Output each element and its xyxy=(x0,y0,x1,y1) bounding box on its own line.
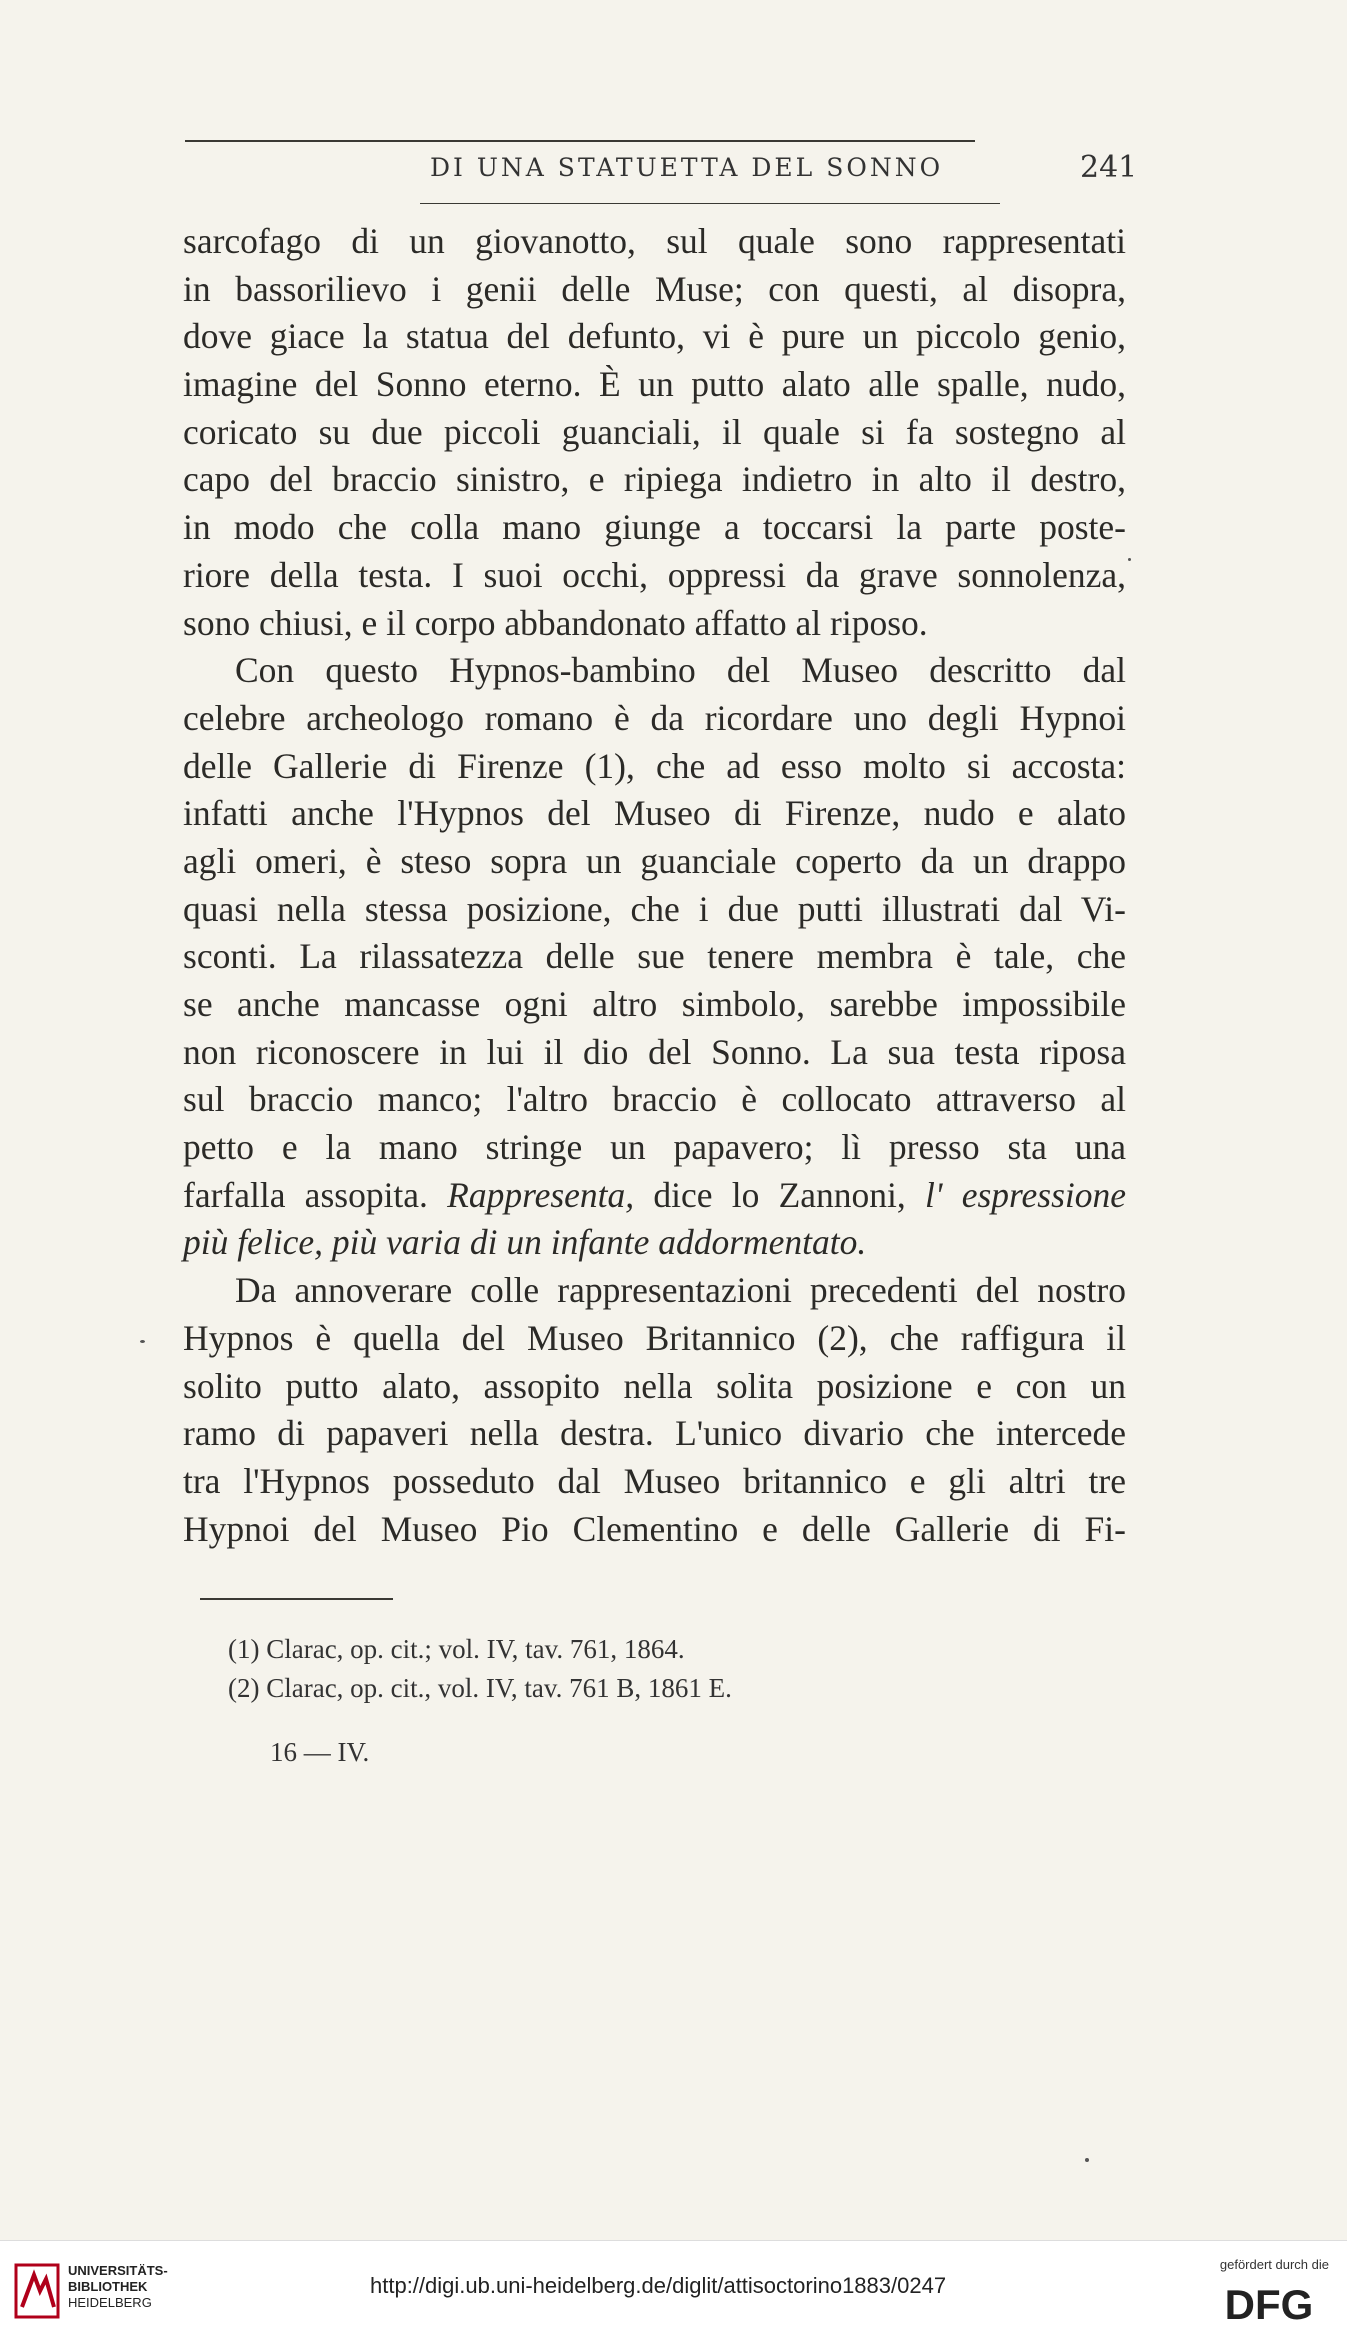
margin-mark xyxy=(1128,558,1131,561)
margin-mark xyxy=(140,1340,145,1343)
text-line-italic: più felice, più varia di un infante addormentato. xyxy=(183,1222,867,1263)
university-library-logo-icon xyxy=(14,2263,60,2319)
text-line: riore della testa. I suoi occhi, oppressi da grave sonnolenza, xyxy=(183,554,1126,595)
text-line: dove giace la statua del defunto, vi è pure un piccolo genio, xyxy=(183,316,1126,357)
text-line-mixed xyxy=(183,1172,1126,1220)
margin-mark xyxy=(1085,2158,1089,2162)
text-line: non riconoscere in lui il dio del Sonno. La sua testa riposa xyxy=(183,1031,1126,1072)
text-line: coricato su due piccoli guanciali, il quale si fa sostegno al xyxy=(183,411,1126,452)
text-line: Da annoverare colle rappresentazioni precedenti del nostro xyxy=(235,1270,1126,1311)
text-line: se anche mancasse ogni altro simbolo, sarebbe impossibile xyxy=(183,984,1126,1024)
italic-run: Rappresenta, xyxy=(447,1174,635,1215)
dfg-logo-icon xyxy=(1209,2281,1329,2325)
text-line: petto e la mano stringe un papavero; lì presso sta una xyxy=(183,1127,1126,1168)
text-run: dice lo Zannoni, xyxy=(653,1174,906,1215)
footnote-rule xyxy=(200,1598,393,1600)
library-name-line: HEIDELBERG xyxy=(68,2295,152,2310)
text-line: solito putto alato, assopito nella solita posizione e con un xyxy=(183,1365,1126,1406)
text-line: in bassorilievo i genii delle Muse; con questi, al disopra, xyxy=(183,268,1126,309)
text-line: sarcofago di un giovanotto, sul quale sono rappresentati xyxy=(183,221,1126,261)
text-run: farfalla assopita. xyxy=(183,1174,428,1215)
dfg-logo-text: DFG xyxy=(1224,2281,1314,2325)
text-line: Hypnos è quella del Museo Britannico (2), che raffigura il xyxy=(183,1317,1126,1358)
text-line: ramo di papaveri nella destra. L'unico divario che intercede xyxy=(183,1413,1126,1454)
italic-run: l' espressione xyxy=(925,1174,1127,1215)
text-line: sono chiusi, e il corpo abbandonato affatto al riposo. xyxy=(183,602,928,643)
text-line: sconti. La rilassatezza delle sue tenere membra è tale, che xyxy=(183,936,1126,977)
footnotes xyxy=(228,1630,732,1708)
running-head-title: DI UNA STATUETTA DEL SONNO xyxy=(430,153,944,182)
text-line: tra l'Hypnos posseduto dal Museo britannico e gli altri tre xyxy=(183,1460,1126,1501)
library-name-line: BIBLIOTHEK xyxy=(68,2279,148,2294)
text-line: sul braccio manco; l'altro braccio è collocato attraverso al xyxy=(183,1079,1126,1120)
text-line: agli omeri, è steso sopra un guanciale coperto da un drappo xyxy=(183,840,1126,881)
viewer-footer xyxy=(0,2240,1347,2337)
text-line: Con questo Hypnos-bambino del Museo descritto dal xyxy=(235,650,1126,691)
signature-mark: 16 — IV. xyxy=(270,1737,370,1767)
text-line: infatti anche l'Hypnos del Museo di Firenze, nudo e alato xyxy=(183,793,1126,834)
header-bottom-rule xyxy=(420,203,1000,204)
funded-by-label: gefördert durch die xyxy=(1219,2257,1329,2272)
text-line: imagine del Sonno eterno. È un putto alato alle spalle, nudo, xyxy=(183,364,1126,405)
footnote-2: (2) Clarac, op. cit., vol. IV, tav. 761 B, 1861 E. xyxy=(228,1673,732,1703)
body-text xyxy=(183,218,1126,1553)
library-name xyxy=(68,2263,168,2311)
footnote-1: (1) Clarac, op. cit.; vol. IV, tav. 761, 1864. xyxy=(228,1634,685,1664)
text-line: celebre archeologo romano è da ricordare uno degli Hypnoi xyxy=(183,697,1126,738)
text-line: capo del braccio sinistro, e ripiega indietro in alto il destro, xyxy=(183,459,1126,500)
page-number: 241 xyxy=(1080,150,1138,185)
permalink-url[interactable]: http://digi.ub.uni-heidelberg.de/diglit/attisoctorino1883/0247 xyxy=(370,2273,947,2298)
text-line: delle Gallerie di Firenze (1), che ad esso molto si accosta: xyxy=(183,745,1126,786)
header-top-rule xyxy=(185,140,975,142)
text-line: Hypnoi del Museo Pio Clementino e delle Gallerie di Fi- xyxy=(183,1508,1126,1549)
library-name-line: UNIVERSITÄTS- xyxy=(68,2263,168,2278)
text-line: quasi nella stessa posizione, che i due putti illustrati dal Vi- xyxy=(183,888,1126,929)
text-line: in modo che colla mano giunge a toccarsi la parte poste- xyxy=(183,507,1126,548)
